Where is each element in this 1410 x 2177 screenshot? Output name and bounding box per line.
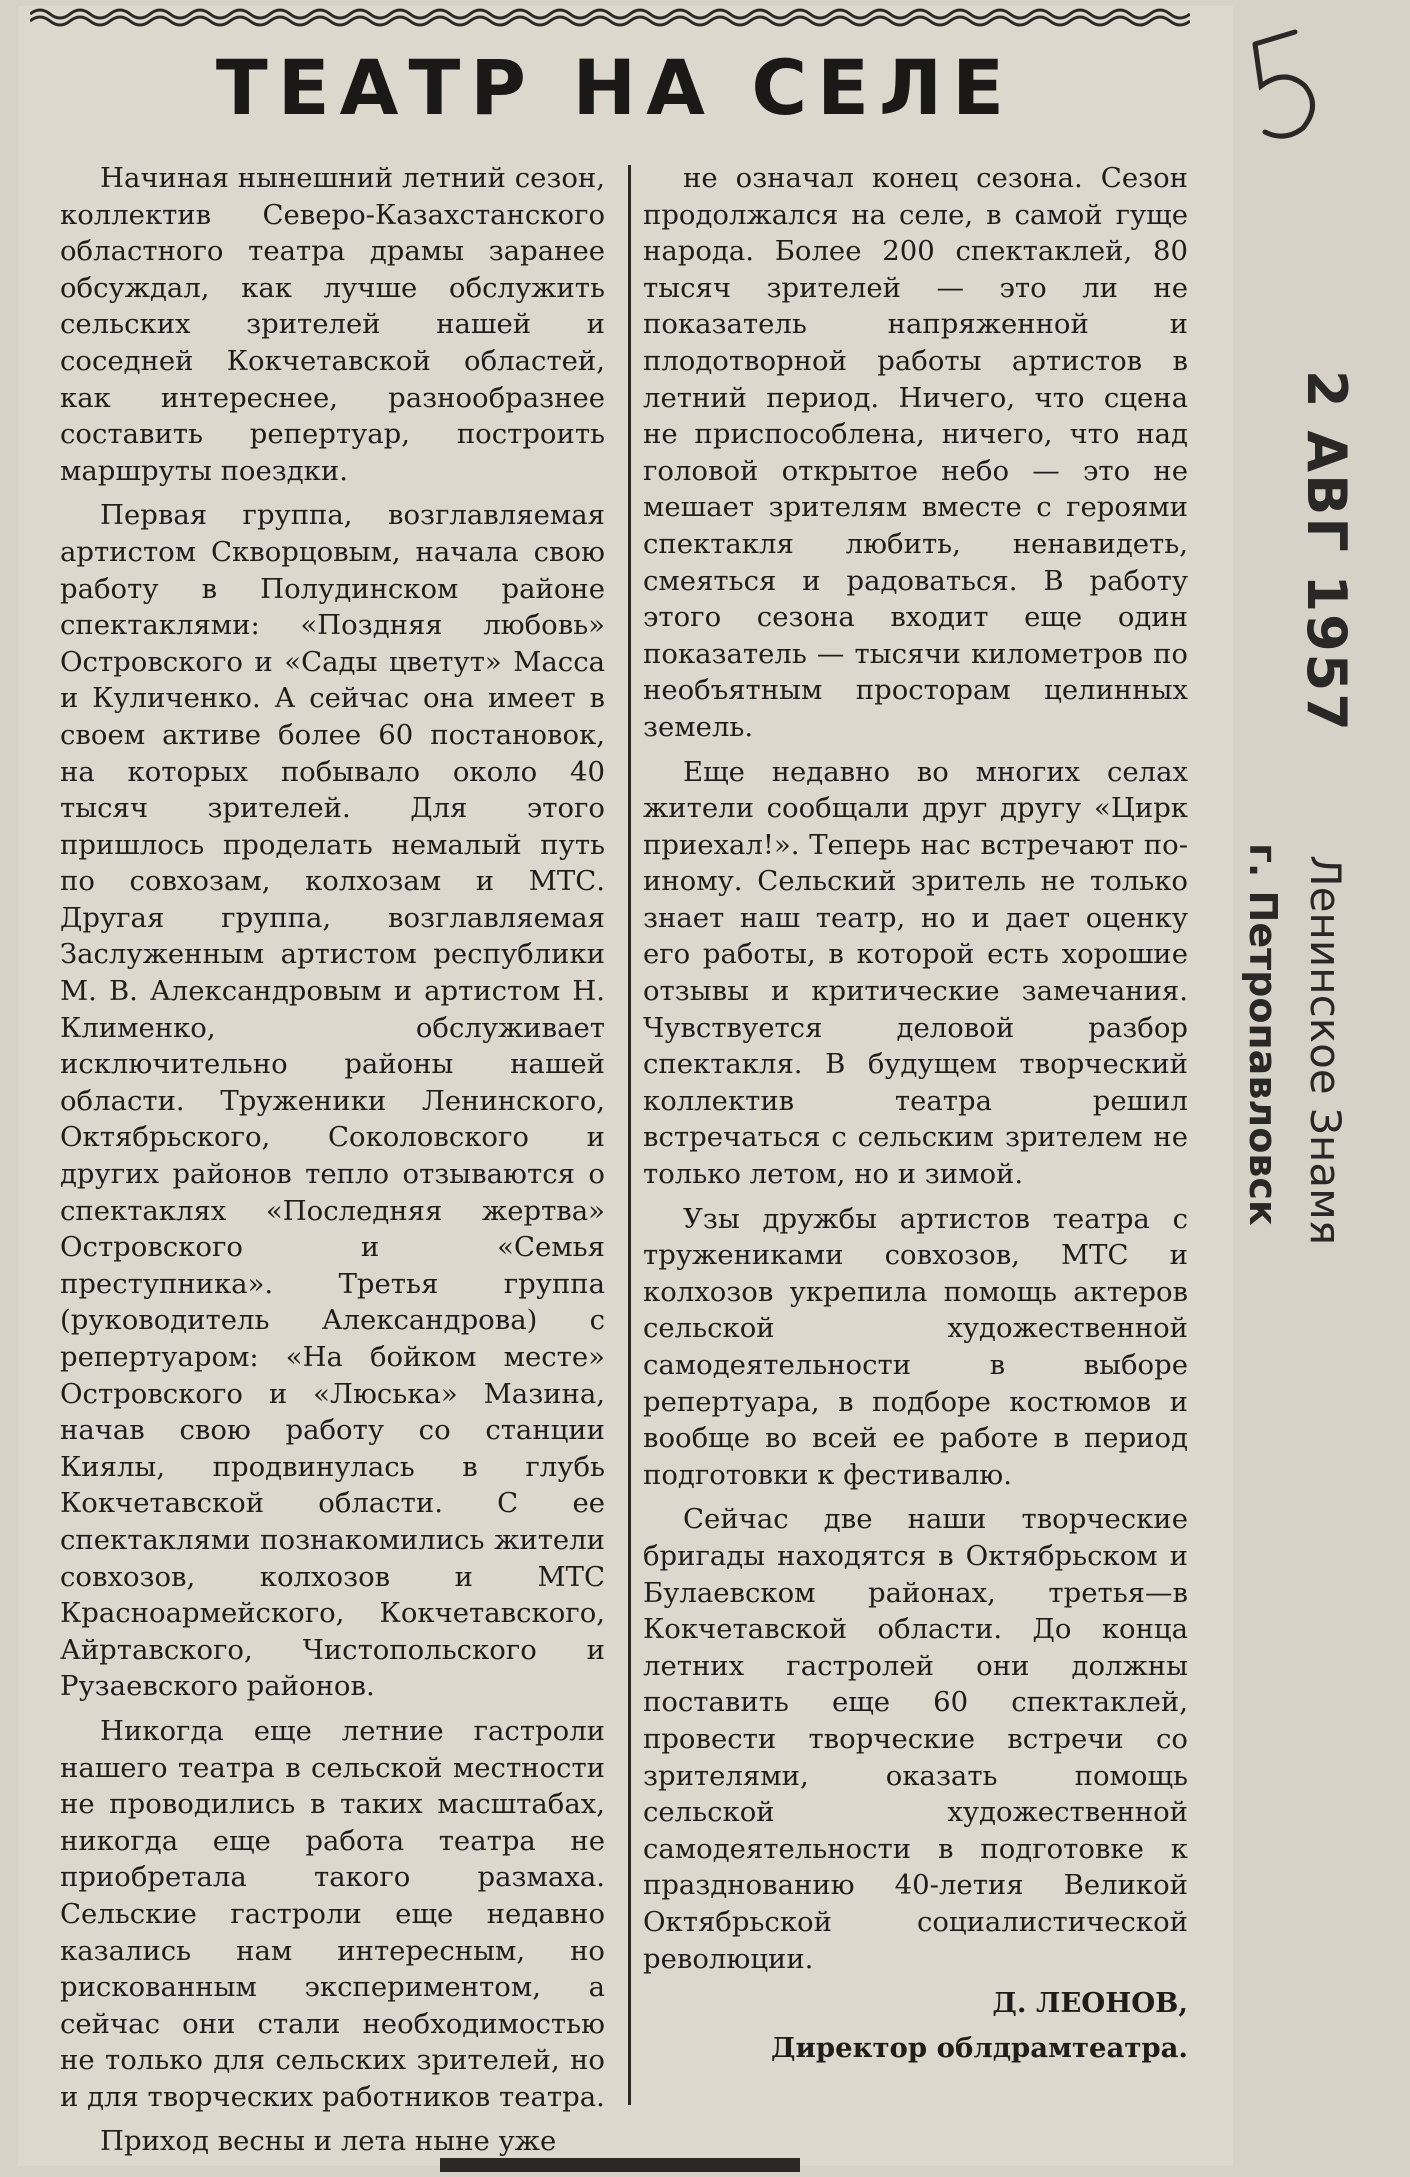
paragraph: Сейчас две наши творческие бригады находятся в Октябрьском и Булаевском районах, третья—в Кокчетавской области. До конца летних гастролей они должны поставить еще 60 спектаклей, провести творческие встречи со зрителями, оказать помощь сельской художественной самодеятельности в подготовке к празднованию 40-летия Великой Октябрьской социалистической революции.: [643, 1503, 1188, 1975]
newspaper-name: Ленинское Знамя: [1301, 855, 1350, 1246]
paragraph: Никогда еще летние гастроли нашего театра в сельской местности не проводились в таких масштабах, никогда еще работа театра не приобретала такого размаха. Сельские гастроли еще недавно казались нам интересным, но рискованным экспериментом, а сейчас они стали необходимостью не только для сельских зрителей, но и для творческих работников театра.: [60, 1714, 605, 2113]
paragraph: не означал конец сезона. Сезон продолжался на селе, в самой гуще народа. Более 200 спектаклей, 80 тысяч зрителей — это ли не показатель напряженной и плодотворной работы артистов в летний период. Ничего, что сцена не приспособлена, ничего, что над головой открытое небо — это не мешает зрителям вместе с героями спектакля любить, ненавидеть, смеяться и радоваться. В работу этого сезона входит еще один показатель — тысячи километров по необъятным просторам целинных земель.: [643, 162, 1188, 743]
decorative-wavy-border: [30, 6, 1190, 28]
paragraph: Начиная нынешний летний сезон, коллектив Северо-Казахстанского областного театра драмы заранее обсуждал, как лучше обслужить сельских зрителей нашей и соседней Кокчетавской областей, как интереснее, разнообразнее составить репертуар, построить маршруты поездки.: [60, 162, 605, 487]
paragraph: Первая группа, возглавляемая артистом Скворцовым, начала свою работу в Полудинском районе спектаклями: «Поздняя любовь» Островского и «Сады цветут» Масса и Куличенко. А сейчас она имеет в своем активе более 60 постановок, на которых побывало около 40 тысяч зрителей. Для этого пришлось проделать немалый путь по совхозам, колхозам и МТС. Другая группа, возглавляемая Заслуженным артистом республики М. В. Александровым и артистом Н. Клименко, обслуживает исключительно районы нашей области. Труженики Ленинского, Октябрьского, Соколовского и других районов тепло отзываются о спектаклях «Последняя жертва» Островского и «Семья преступника». Третья группа (руководитель Александрова) с репертуаром: «На бойком месте» Островского и «Люська» Мазина, начав свою работу со станции Киялы, продвинулась в глубь Кокчетавской области. С ее спектаклями познакомились жители совхозов, колхозов и МТС Красноармейского, Кокчетавского, Айртавского, Чистопольского и Рузаевского районов.: [60, 499, 605, 1703]
newspaper-city: г. Петропавловск: [1241, 843, 1285, 1226]
paragraph: Узы дружбы артистов театра с тружениками совхозов, МТС и колхозов укрепила помощь актеров сельской художественной самодеятельности в выборе репертуара, в подборе костюмов и вообще во всей ее работе в период подготовки к фестивалю.: [643, 1202, 1188, 1491]
paragraph: Еще недавно во многих селах жители сообщали друг другу «Цирк приехал!». Теперь нас встречают по-иному. Сельский зритель не только знает наш театр, но и дает оценку его работы, в которой есть хорошие отзывы и критические замечания. Чувствуется деловой разбор спектакля. В будущем творческий коллектив театра решил встречаться с сельским зрителем не только летом, но и зимой.: [643, 755, 1188, 1191]
bottom-rule: [440, 2158, 800, 2172]
paragraph: Приход весны и лета ныне уже: [100, 2125, 557, 2158]
source-annotation: [1241, 843, 1370, 1380]
handwritten-mark: [1225, 24, 1335, 144]
author-title: Директор облдрамтеатра.: [771, 2031, 1188, 2064]
date-stamp-text: 2 АВГ 1957: [1295, 370, 1358, 733]
article-column-left: [60, 160, 605, 2158]
article-column-right: [643, 160, 1188, 2140]
article-headline: ТЕАТР НА СЕЛЕ: [215, 43, 1015, 132]
author-name: Д. ЛЕОНОВ,: [992, 1987, 1188, 2020]
column-divider: [628, 165, 631, 2105]
date-stamp: [1296, 360, 1356, 760]
